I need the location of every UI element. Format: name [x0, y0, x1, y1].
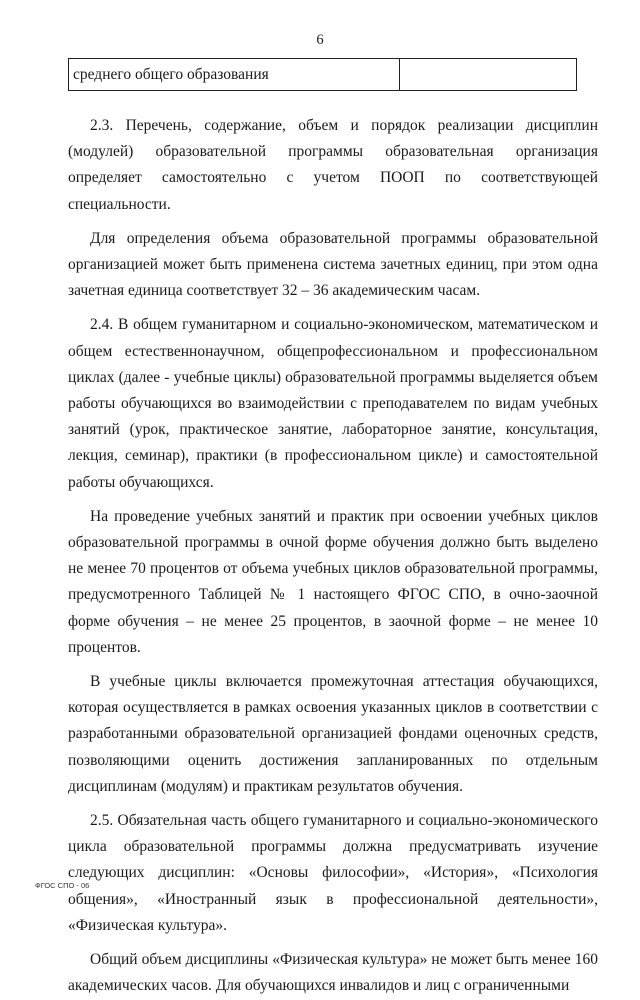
paragraph-attestation: В учебные циклы включается промежуточная аттестация обучающихся, которая осуществляется в рамках освоения указанных циклов в соответствии с разработанными образовательной организацией фондами оценочных средств, позволяющими оценить достижения запланированных по отдельным дисциплинам (модулям) и практикам результатов обучения.	[68, 673, 598, 795]
paragraph-credit-units: Для определения объема образовательной программы образовательной организацией может быть применена система зачетных единиц, при этом одна зачетная единица соответствует 32 – 36 академическим часам.	[68, 229, 598, 300]
page-number: 6	[316, 32, 324, 48]
table-cell-1: среднего общего образования	[69, 59, 400, 91]
paragraph-physical-culture: Общий объем дисциплины «Физическая культура» не может быть менее 160 академических часов. Для обучающихся инвалидов и лиц с ограниченными	[68, 951, 598, 995]
paragraph-2-4: 2.4. В общем гуманитарном и социально-экономическом, математическом и общем естественнонаучном, общепрофессиональном и профессиональном циклах (далее - учебные циклы) образовательной программы выделяется объем работы обучающихся во взаимодействии с преподавателем по видам учебных занятий (урок, практическое занятие, лабораторное занятие, консультация, лекция, семинар), практики (в профессиональном цикле) и самостоятельной работы обучающихся.	[68, 316, 598, 491]
table-row	[69, 59, 577, 91]
table-cell-2	[400, 59, 577, 91]
paragraph-class-hours: На проведение учебных занятий и практик при освоении учебных циклов образовательной программы в очной форме обучения должно быть выделено не менее 70 процентов от объема учебных циклов образовательной программы, предусмотренного Таблицей № 1 настоящего ФГОС СПО, в очно-заочной форме обучения – не менее 25 процентов, в заочной форме – не менее 10 процентов.	[68, 507, 598, 656]
body-text	[68, 113, 598, 1000]
footer-label: ФГОС СПО - 06	[35, 881, 90, 890]
paragraph-2-5: 2.5. Обязательная часть общего гуманитарного и социально-экономического цикла образовательной программы должна предусматривать изучение следующих дисциплин: «Основы философии», «История», «Психология общения», «Иностранный язык в профессиональной деятельности», «Физическая культура».	[68, 812, 598, 934]
continuation-table	[68, 58, 577, 91]
paragraph-2-3: 2.3. Перечень, содержание, объем и порядок реализации дисциплин (модулей) образовательной программы образовательная организация определяет самостоятельно с учетом ПООП по соответствующей специальности.	[68, 117, 598, 213]
